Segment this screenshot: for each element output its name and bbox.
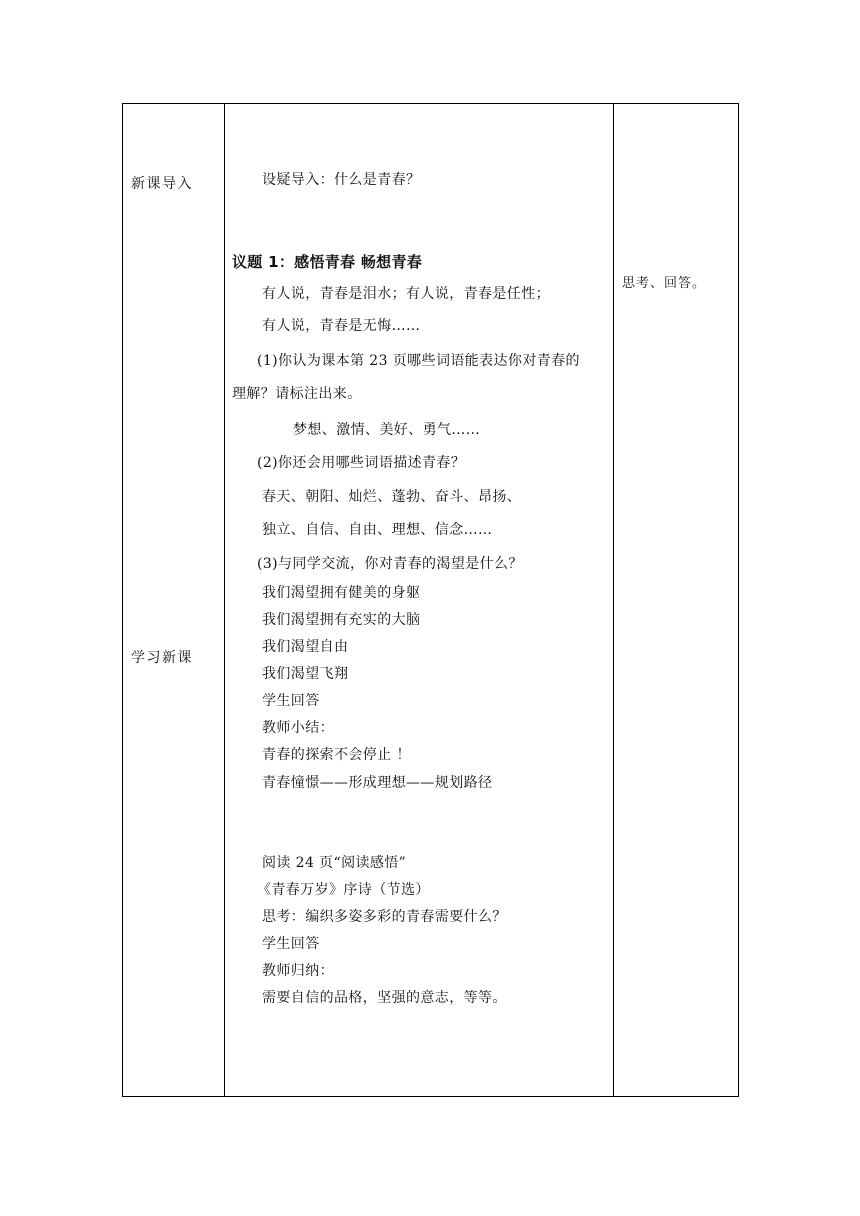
text-line: (1)你认为课本第 23 页哪些词语能表达你对青春的 [257,353,580,369]
text-line: 阅读 24 页“阅读感悟” [262,855,407,871]
lesson-table [122,103,739,1097]
text-line: 我们渴望自由 [262,639,349,655]
label-intro: 新课导入 [131,176,193,192]
text-line: 青春憧憬——形成理想——规划路径 [262,775,493,791]
column-divider-2 [613,104,614,1096]
text-line: 教师小结： [262,720,334,736]
text-line: 我们渴望拥有健美的身躯 [262,585,421,601]
text-line: 需要自信的品格，坚强的意志，等等。 [262,990,507,1006]
column-divider-1 [224,104,225,1096]
text-line: (2)你还会用哪些词语描述青春？ [257,455,466,471]
text-line: 理解？请标注出来。 [232,386,362,402]
text-line: 青春的探索不会停止 ！ [262,747,411,763]
text-line: 教师归纳： [262,963,334,979]
topic-heading: 议题 1：感悟青春 畅想青春 [232,253,423,271]
text-line: 学生回答 [262,936,320,952]
student-activity: 思考、回答。 [622,276,707,291]
text-line: 独立、自信、自由、理想、信念…… [262,522,493,538]
text-line: 有人说，青春是泪水；有人说，青春是任性； [262,286,550,302]
text-line: 学生回答 [262,693,320,709]
label-new-lesson: 学习新课 [131,650,193,666]
text-line: 《青春万岁》序诗（节选） [257,882,430,898]
text-line: 思考：编织多姿多彩的青春需要什么？ [262,909,507,925]
text-line: 春天、朝阳、灿烂、蓬勃、奋斗、昂扬、 [262,489,522,505]
intro-text: 设疑导入：什么是青春？ [262,172,421,188]
text-line: 梦想、激情、美好、勇气…… [293,422,481,438]
text-line: (3)与同学交流，你对青春的渴望是什么？ [257,556,523,572]
text-line: 我们渴望拥有充实的大脑 [262,612,421,628]
text-line: 我们渴望飞翔 [262,666,349,682]
text-line: 有人说，青春是无悔…… [262,318,421,334]
